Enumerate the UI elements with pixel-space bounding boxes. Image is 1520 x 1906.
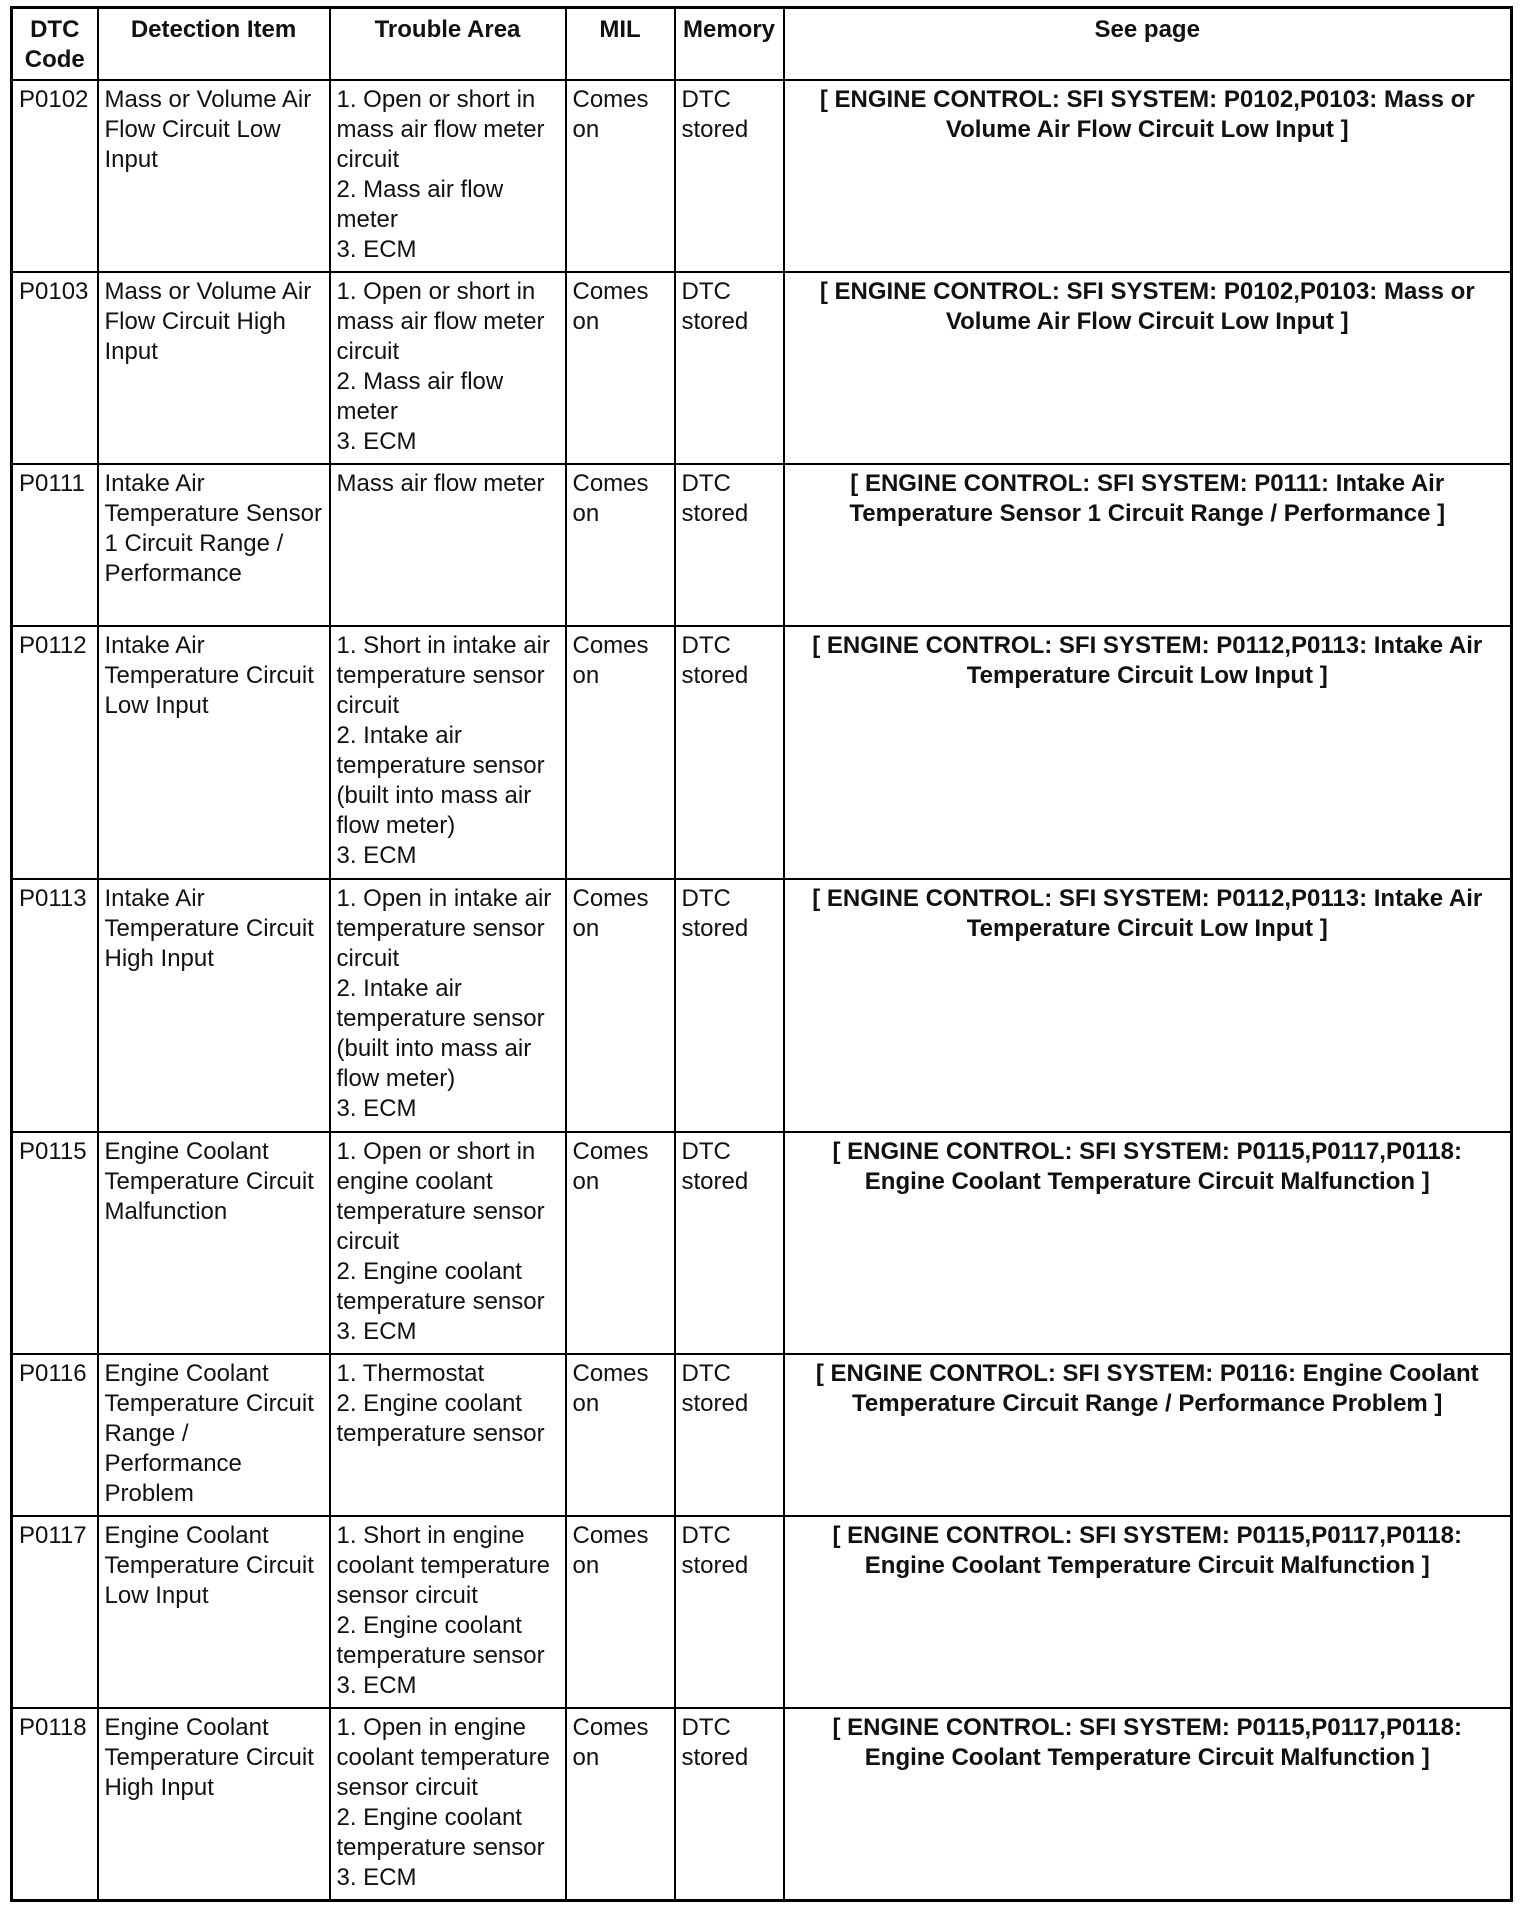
cell-memory: DTC stored [675,464,784,626]
cell-mil: Comes on [566,272,675,464]
cell-trouble-area: 1. Open in intake air temperature sensor circuit 2. Intake air temperature sensor (built into mass air flow meter) 3. ECM [330,879,566,1132]
see-page-link[interactable]: [ ENGINE CONTROL: SFI SYSTEM: P0102,P0103: Mass or Volume Air Flow Circuit Low Input ] [784,80,1512,272]
cell-trouble-area: 1. Short in intake air temperature sensor circuit 2. Intake air temperature sensor (built into mass air flow meter) 3. ECM [330,626,566,879]
cell-dtc-code: P0111 [12,464,98,626]
table-row [12,80,1512,272]
header-mil: MIL [566,8,675,81]
dtc-table [10,6,1513,1902]
table-row [12,1708,1512,1900]
cell-detection-item: Mass or Volume Air Flow Circuit Low Input [98,80,330,272]
see-page-link[interactable]: [ ENGINE CONTROL: SFI SYSTEM: P0116: Engine Coolant Temperature Circuit Range / Performance Problem ] [784,1354,1512,1516]
cell-memory: DTC stored [675,1516,784,1708]
cell-mil: Comes on [566,464,675,626]
table-row [12,879,1512,1132]
cell-detection-item: Engine Coolant Temperature Circuit Range / Performance Problem [98,1354,330,1516]
cell-dtc-code: P0117 [12,1516,98,1708]
see-page-link[interactable]: [ ENGINE CONTROL: SFI SYSTEM: P0115,P0117,P0118: Engine Coolant Temperature Circuit Malfunction ] [784,1132,1512,1354]
header-trouble-area: Trouble Area [330,8,566,81]
cell-detection-item: Intake Air Temperature Circuit High Input [98,879,330,1132]
header-detection-item: Detection Item [98,8,330,81]
see-page-link[interactable]: [ ENGINE CONTROL: SFI SYSTEM: P0112,P0113: Intake Air Temperature Circuit Low Input ] [784,879,1512,1132]
table-row [12,1132,1512,1354]
cell-trouble-area: 1. Thermostat 2. Engine coolant temperature sensor [330,1354,566,1516]
header-dtc-code: DTC Code [12,8,98,81]
cell-dtc-code: P0103 [12,272,98,464]
table-row [12,1516,1512,1708]
cell-detection-item: Engine Coolant Temperature Circuit High Input [98,1708,330,1900]
table-row [12,272,1512,464]
cell-mil: Comes on [566,626,675,879]
cell-detection-item: Mass or Volume Air Flow Circuit High Input [98,272,330,464]
cell-detection-item: Intake Air Temperature Sensor 1 Circuit Range / Performance [98,464,330,626]
table-header-row [12,8,1512,81]
cell-mil: Comes on [566,879,675,1132]
cell-memory: DTC stored [675,1132,784,1354]
table-row [12,1354,1512,1516]
cell-memory: DTC stored [675,1708,784,1900]
cell-trouble-area: 1. Short in engine coolant temperature sensor circuit 2. Engine coolant temperature sensor 3. ECM [330,1516,566,1708]
document-page [10,6,1510,1902]
cell-detection-item: Engine Coolant Temperature Circuit Malfunction [98,1132,330,1354]
cell-memory: DTC stored [675,1354,784,1516]
cell-mil: Comes on [566,1516,675,1708]
cell-trouble-area: 1. Open or short in engine coolant temperature sensor circuit 2. Engine coolant temperature sensor 3. ECM [330,1132,566,1354]
cell-trouble-area: 1. Open in engine coolant temperature sensor circuit 2. Engine coolant temperature sensor 3. ECM [330,1708,566,1900]
cell-trouble-area: Mass air flow meter [330,464,566,626]
cell-mil: Comes on [566,1132,675,1354]
cell-dtc-code: P0112 [12,626,98,879]
cell-dtc-code: P0116 [12,1354,98,1516]
cell-memory: DTC stored [675,626,784,879]
cell-memory: DTC stored [675,272,784,464]
cell-dtc-code: P0118 [12,1708,98,1900]
header-memory: Memory [675,8,784,81]
cell-memory: DTC stored [675,80,784,272]
cell-mil: Comes on [566,80,675,272]
cell-dtc-code: P0113 [12,879,98,1132]
cell-mil: Comes on [566,1708,675,1900]
cell-dtc-code: P0115 [12,1132,98,1354]
cell-mil: Comes on [566,1354,675,1516]
cell-detection-item: Intake Air Temperature Circuit Low Input [98,626,330,879]
see-page-link[interactable]: [ ENGINE CONTROL: SFI SYSTEM: P0115,P0117,P0118: Engine Coolant Temperature Circuit Malfunction ] [784,1708,1512,1900]
cell-trouble-area: 1. Open or short in mass air flow meter circuit 2. Mass air flow meter 3. ECM [330,272,566,464]
header-see-page: See page [784,8,1512,81]
see-page-link[interactable]: [ ENGINE CONTROL: SFI SYSTEM: P0115,P0117,P0118: Engine Coolant Temperature Circuit Malfunction ] [784,1516,1512,1708]
cell-dtc-code: P0102 [12,80,98,272]
see-page-link[interactable]: [ ENGINE CONTROL: SFI SYSTEM: P0111: Intake Air Temperature Sensor 1 Circuit Range / Performance ] [784,464,1512,626]
cell-trouble-area: 1. Open or short in mass air flow meter circuit 2. Mass air flow meter 3. ECM [330,80,566,272]
cell-detection-item: Engine Coolant Temperature Circuit Low Input [98,1516,330,1708]
see-page-link[interactable]: [ ENGINE CONTROL: SFI SYSTEM: P0112,P0113: Intake Air Temperature Circuit Low Input ] [784,626,1512,879]
table-row [12,464,1512,626]
table-row [12,626,1512,879]
cell-memory: DTC stored [675,879,784,1132]
see-page-link[interactable]: [ ENGINE CONTROL: SFI SYSTEM: P0102,P0103: Mass or Volume Air Flow Circuit Low Input ] [784,272,1512,464]
